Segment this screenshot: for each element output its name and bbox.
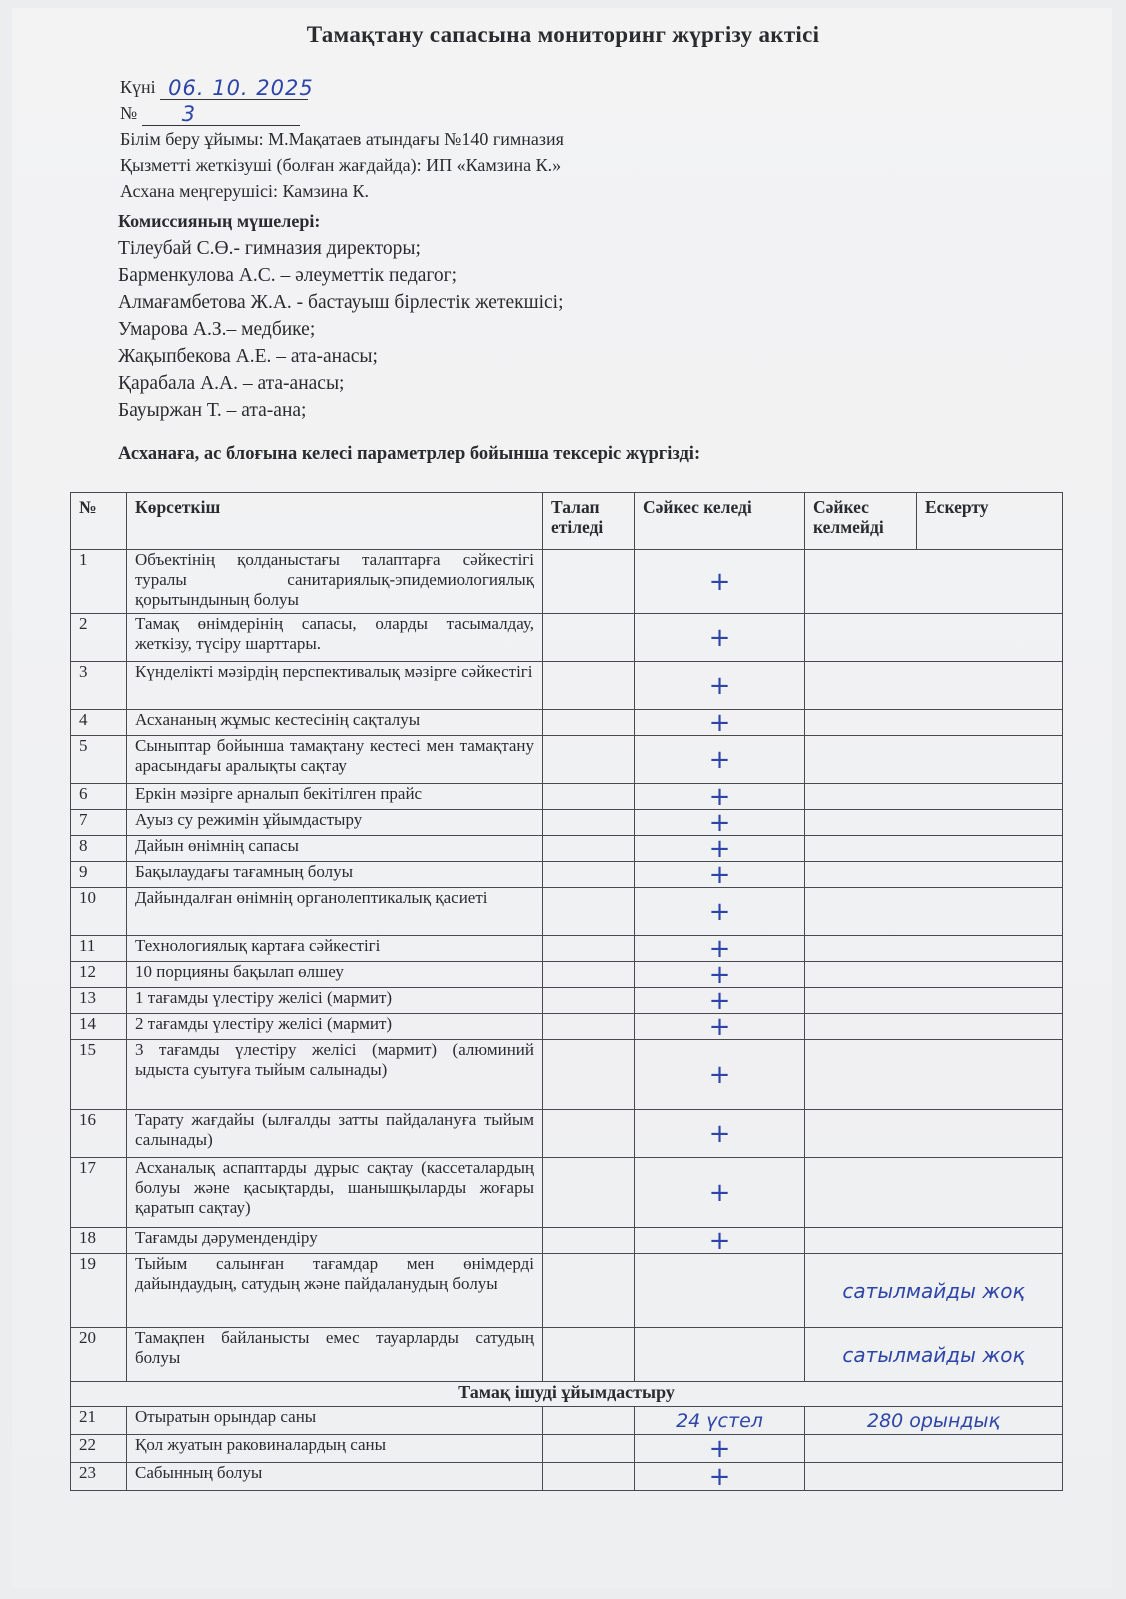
- row-number: 3: [71, 662, 127, 710]
- header-num: №: [71, 493, 127, 550]
- table-row: [71, 836, 1063, 862]
- table-row: [71, 736, 1063, 784]
- row-remark: [805, 888, 1063, 936]
- date-label: Күні: [120, 77, 156, 97]
- commission-member: Жақыпбекова А.Е. – ата-анасы;: [118, 346, 378, 367]
- row-indicator: Асханалық аспаптарды дұрыс сақтау (кассеталардың болуы және қасықтарды, шанышқыларды жоғары қаратып сақтау): [127, 1158, 543, 1228]
- row-complies-mark: +: [635, 810, 805, 836]
- section-title: Асханаға, ас блоғына келесі параметрлер бойынша тексеріс жүргізді:: [118, 444, 701, 464]
- row-remark: [805, 662, 1063, 710]
- org-line: Білім беру ұйымы: М.Мақатаев атындағы №140 гимназия: [120, 129, 564, 149]
- row-required: [543, 736, 635, 784]
- table-row: [71, 1463, 1063, 1491]
- table-row: [71, 784, 1063, 810]
- row-indicator: Отыратын орындар саны: [127, 1407, 543, 1435]
- row-required: [543, 710, 635, 736]
- row-remark: [805, 936, 1063, 962]
- row-required: [543, 936, 635, 962]
- row-indicator: Күнделікті мәзірдің перспективалық мәзірге сәйкестігі: [127, 662, 543, 710]
- row-number: 21: [71, 1407, 127, 1435]
- row-complies-mark: +: [635, 710, 805, 736]
- row-complies-mark: +: [635, 1110, 805, 1158]
- row-indicator: 1 тағамды үлестіру желісі (мармит): [127, 988, 543, 1014]
- header-block: [120, 74, 920, 204]
- row-indicator: Ауыз су режимін ұйымдастыру: [127, 810, 543, 836]
- table-row: [71, 1407, 1063, 1435]
- row-indicator: Қол жуатын раковиналардың саны: [127, 1435, 543, 1463]
- table-row: [71, 1328, 1063, 1382]
- row-remark: [805, 1040, 1063, 1110]
- row-indicator: Тыйым салынған тағамдар мен өнімдерді дайындаудың, сатудың және пайдаланудың болуы: [127, 1254, 543, 1328]
- commission-member: Бауыржан Т. – ата-ана;: [118, 400, 307, 421]
- header-required: Талап етіледі: [543, 493, 635, 550]
- subsection-title: Тамақ ішуді ұйымдастыру: [71, 1382, 1063, 1407]
- row-number: 16: [71, 1110, 127, 1158]
- row-required: [543, 836, 635, 862]
- row-required: [543, 1435, 635, 1463]
- row-required: [543, 662, 635, 710]
- row-number: 8: [71, 836, 127, 862]
- row-number: 2: [71, 614, 127, 662]
- header-note: Ескерту: [917, 493, 1063, 550]
- row-required: [543, 1110, 635, 1158]
- table-row: [71, 862, 1063, 888]
- row-indicator: Дайындалған өнімнің органолептикалық қасиеті: [127, 888, 543, 936]
- table-row: [71, 810, 1063, 836]
- number-blank: [142, 102, 300, 126]
- row-complies-mark: +: [635, 1435, 805, 1463]
- table-row: [71, 1435, 1063, 1463]
- row-required: [543, 1014, 635, 1040]
- row-indicator: Объектінің қолданыстағы талаптарға сәйкестігі туралы санитариялық-эпидемиологиялық қорытындының болуы: [127, 550, 543, 614]
- manager-line: Асхана меңгерушісі: Камзина К.: [120, 181, 369, 201]
- row-indicator: Еркін мәзірге арналып бекітілген прайс: [127, 784, 543, 810]
- row-required: [543, 1407, 635, 1435]
- table-row: [71, 1254, 1063, 1328]
- row-indicator: Тағамды дәрумендендіру: [127, 1228, 543, 1254]
- table-row: [71, 1110, 1063, 1158]
- row-indicator: Сабынның болуы: [127, 1463, 543, 1491]
- row-complies-mark: +: [635, 988, 805, 1014]
- table-body: [71, 550, 1063, 1491]
- row-complies-mark: [635, 1254, 805, 1328]
- row-required: [543, 888, 635, 936]
- row-required: [543, 1040, 635, 1110]
- table-row: [71, 962, 1063, 988]
- number-label: №: [120, 103, 138, 123]
- row-indicator: 3 тағамды үлестіру желісі (мармит) (алюминий ыдыста суытуға тыйым салынады): [127, 1040, 543, 1110]
- row-remark: [805, 784, 1063, 810]
- row-required: [543, 1463, 635, 1491]
- row-required: [543, 550, 635, 614]
- number-handwritten: 3: [181, 102, 197, 126]
- row-required: [543, 1228, 635, 1254]
- row-number: 22: [71, 1435, 127, 1463]
- row-number: 18: [71, 1228, 127, 1254]
- row-number: 11: [71, 936, 127, 962]
- row-required: [543, 862, 635, 888]
- row-indicator: Асхананың жұмыс кестесінің сақталуы: [127, 710, 543, 736]
- row-required: [543, 810, 635, 836]
- row-number: 9: [71, 862, 127, 888]
- commission-member: Умарова А.З.– медбике;: [118, 319, 316, 340]
- table-row: [71, 710, 1063, 736]
- row-number: 12: [71, 962, 127, 988]
- table-row: [71, 1014, 1063, 1040]
- row-remark: [805, 836, 1063, 862]
- row-complies-mark: +: [635, 784, 805, 810]
- row-extra-note: [805, 1463, 1063, 1491]
- row-required: [543, 614, 635, 662]
- row-required: [543, 988, 635, 1014]
- row-remark: [805, 1110, 1063, 1158]
- row-indicator: Тамақ өнімдерінің сапасы, оларды тасымалдау, жеткізу, түсіру шарттары.: [127, 614, 543, 662]
- row-indicator: Тарату жағдайы (ылғалды затты пайдалануға тыйым салынады): [127, 1110, 543, 1158]
- row-indicator: 10 порцияны бақылап өлшеу: [127, 962, 543, 988]
- row-remark: [805, 550, 1063, 614]
- row-remark: сатылмайды жоқ: [805, 1328, 1063, 1382]
- row-indicator: 2 тағамды үлестіру желісі (мармит): [127, 1014, 543, 1040]
- row-required: [543, 784, 635, 810]
- row-remark: [805, 1158, 1063, 1228]
- row-number: 20: [71, 1328, 127, 1382]
- row-complies-mark: +: [635, 736, 805, 784]
- header-indicator: Көрсеткіш: [127, 493, 543, 550]
- row-remark: [805, 862, 1063, 888]
- commission-member: Қарабала А.А. – ата-анасы;: [118, 373, 345, 394]
- commission-member: Алмағамбетова Ж.А. - бастауыш бірлестік жетекшісі;: [118, 292, 564, 313]
- row-complies-mark: +: [635, 962, 805, 988]
- row-number: 7: [71, 810, 127, 836]
- table-row: [71, 614, 1063, 662]
- commission-member: Тілеубай С.Ө.- гимназия директоры;: [118, 238, 421, 259]
- table-row: [71, 662, 1063, 710]
- row-remark: [805, 710, 1063, 736]
- row-indicator: Бақылаудағы тағамның болуы: [127, 862, 543, 888]
- row-complies-mark: +: [635, 550, 805, 614]
- row-extra-note: [805, 1435, 1063, 1463]
- row-required: [543, 962, 635, 988]
- row-number: 4: [71, 710, 127, 736]
- header-complies: Сәйкес келеді: [635, 493, 805, 550]
- row-complies-mark: [635, 1328, 805, 1382]
- row-complies-mark: +: [635, 888, 805, 936]
- row-remark: [805, 1014, 1063, 1040]
- row-remark: [805, 810, 1063, 836]
- row-extra-note: 280 орындық: [805, 1407, 1063, 1435]
- row-complies-mark: +: [635, 614, 805, 662]
- row-indicator: Сыныптар бойынша тамақтану кестесі мен тамақтану арасындағы аралықты сақтау: [127, 736, 543, 784]
- number-line: [120, 100, 920, 126]
- row-complies-mark: +: [635, 1040, 805, 1110]
- row-remark: [805, 614, 1063, 662]
- row-indicator: Тамақпен байланысты емес тауарларды сатудың болуы: [127, 1328, 543, 1382]
- table-row: [71, 936, 1063, 962]
- commission-label: Комиссияның мүшелері:: [118, 211, 321, 231]
- row-complies-mark: +: [635, 862, 805, 888]
- row-remark: [805, 962, 1063, 988]
- row-number: 23: [71, 1463, 127, 1491]
- table-row: [71, 1228, 1063, 1254]
- table-header-row: [71, 493, 1063, 550]
- inspection-table: [70, 492, 1063, 1491]
- row-number: 15: [71, 1040, 127, 1110]
- row-number: 14: [71, 1014, 127, 1040]
- row-complies-mark: +: [635, 836, 805, 862]
- row-complies-mark: +: [635, 1228, 805, 1254]
- row-number: 17: [71, 1158, 127, 1228]
- row-number: 19: [71, 1254, 127, 1328]
- row-remark: [805, 988, 1063, 1014]
- date-line: [120, 74, 920, 100]
- row-complies-mark: +: [635, 1463, 805, 1491]
- row-indicator: Технологиялық картаға сәйкестігі: [127, 936, 543, 962]
- commission-member: Барменкулова А.С. – әлеуметтік педагог;: [118, 265, 458, 286]
- row-remark: [805, 1228, 1063, 1254]
- row-required: [543, 1328, 635, 1382]
- header-not-complies: Сәйкес келмейді: [805, 493, 917, 550]
- supplier-line: Қызметті жеткізуші (болған жағдайда): ИП «Камзина К.»: [120, 155, 562, 175]
- row-number: 10: [71, 888, 127, 936]
- row-complies-mark: +: [635, 936, 805, 962]
- row-remark: сатылмайды жоқ: [805, 1254, 1063, 1328]
- document-title: Тамақтану сапасына мониторинг жүргізу актісі: [306, 22, 820, 47]
- row-complies-mark: +: [635, 1014, 805, 1040]
- row-complies-mark: 24 үстел: [635, 1407, 805, 1435]
- row-number: 6: [71, 784, 127, 810]
- row-required: [543, 1254, 635, 1328]
- table-row: [71, 888, 1063, 936]
- row-number: 1: [71, 550, 127, 614]
- commission-block: [118, 208, 564, 424]
- row-required: [543, 1158, 635, 1228]
- row-complies-mark: +: [635, 662, 805, 710]
- date-blank: [160, 76, 314, 100]
- date-handwritten: 06. 10. 2025: [168, 76, 314, 100]
- row-number: 5: [71, 736, 127, 784]
- table-row: [71, 550, 1063, 614]
- row-indicator: Дайын өнімнің сапасы: [127, 836, 543, 862]
- row-number: 13: [71, 988, 127, 1014]
- row-remark: [805, 736, 1063, 784]
- table-row: [71, 1040, 1063, 1110]
- table-row: [71, 988, 1063, 1014]
- subsection-row: [71, 1382, 1063, 1407]
- row-complies-mark: +: [635, 1158, 805, 1228]
- table-row: [71, 1158, 1063, 1228]
